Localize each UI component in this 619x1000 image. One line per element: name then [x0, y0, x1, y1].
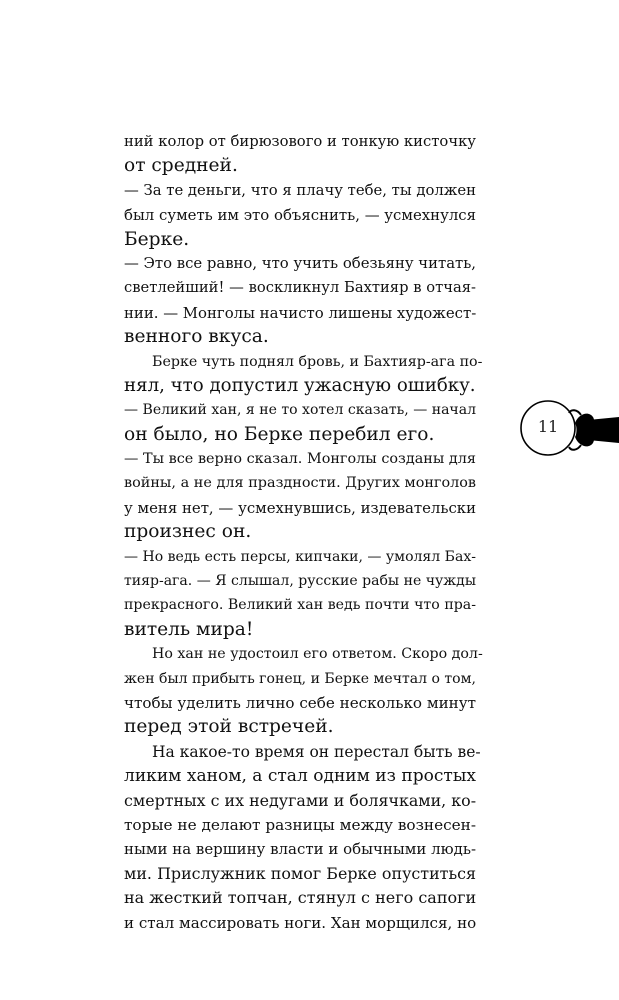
text-line: — Но ведь есть персы, кипчаки, — умолял Бах-	[124, 548, 476, 565]
text-line: ными на вершину власти и обычными людь-	[124, 840, 476, 859]
text-line: у меня нет, — усмехнувшись, издевательски	[124, 498, 476, 517]
text-line: Берке.	[124, 228, 190, 250]
text-line: на жесткий топчан, стянул с него сапоги	[124, 888, 477, 908]
text-line: светлейший! — воскликнул Бахтияр в отчая-	[124, 279, 476, 297]
text-line: — За те деньги, что я плачу тебе, ты должен	[124, 181, 476, 199]
text-line: нял, что допустил ужасную ошибку.	[124, 374, 476, 396]
text-line: Но хан не удостоил его ответом. Скоро дол-	[152, 646, 483, 663]
text-line: витель мира!	[124, 618, 254, 640]
text-line: прекрасного. Великий хан ведь почти что пра-	[124, 597, 476, 614]
text-line: На какое-то время он перестал быть ве-	[152, 742, 481, 761]
text-line: — Великий хан, я не то хотел сказать, — начал	[124, 402, 476, 419]
text-line: ликим ханом, а стал одним из простых	[124, 766, 476, 787]
text-line: торые не делают разницы между вознесен-	[124, 815, 476, 834]
body-text	[124, 130, 483, 935]
text-line: ми. Прислужник помог Берке опуститься	[124, 863, 476, 883]
page-number-ornament	[519, 395, 619, 467]
text-line: произнес он.	[124, 521, 252, 543]
text-line: перед этой встречей.	[124, 716, 334, 738]
text-line: тияр-ага. — Я слышал, русские рабы не чужды	[124, 573, 476, 590]
text-line: чтобы уделить лично себе несколько минут	[124, 693, 476, 712]
text-line: венного вкуса.	[124, 326, 269, 348]
text-line: войны, а не для праздности. Других монголов	[124, 475, 476, 492]
text-line: — Ты все верно сказал. Монголы созданы для	[124, 451, 476, 468]
text-line: жен был прибыть гонец, и Берке мечтал о том,	[124, 670, 477, 687]
page-number: 11	[537, 417, 559, 436]
text-line: от средней.	[124, 155, 238, 177]
text-line: смертных с их недугами и болячками, ко-	[124, 790, 477, 810]
text-line: ний колор от бирюзового и тонкую кисточку	[124, 133, 476, 150]
text-line: — Это все равно, что учить обезьяну читать,	[124, 254, 477, 272]
text-line: он было, но Берке перебил его.	[124, 423, 435, 445]
text-line: был суметь им это объяснить, — усмехнулся	[124, 206, 476, 225]
text-line: Берке чуть поднял бровь, и Бахтияр-ага по-	[152, 353, 483, 370]
text-line: нии. — Монголы начисто лишены художест-	[124, 303, 477, 322]
text-line: и стал массировать ноги. Хан морщился, но	[124, 913, 477, 932]
